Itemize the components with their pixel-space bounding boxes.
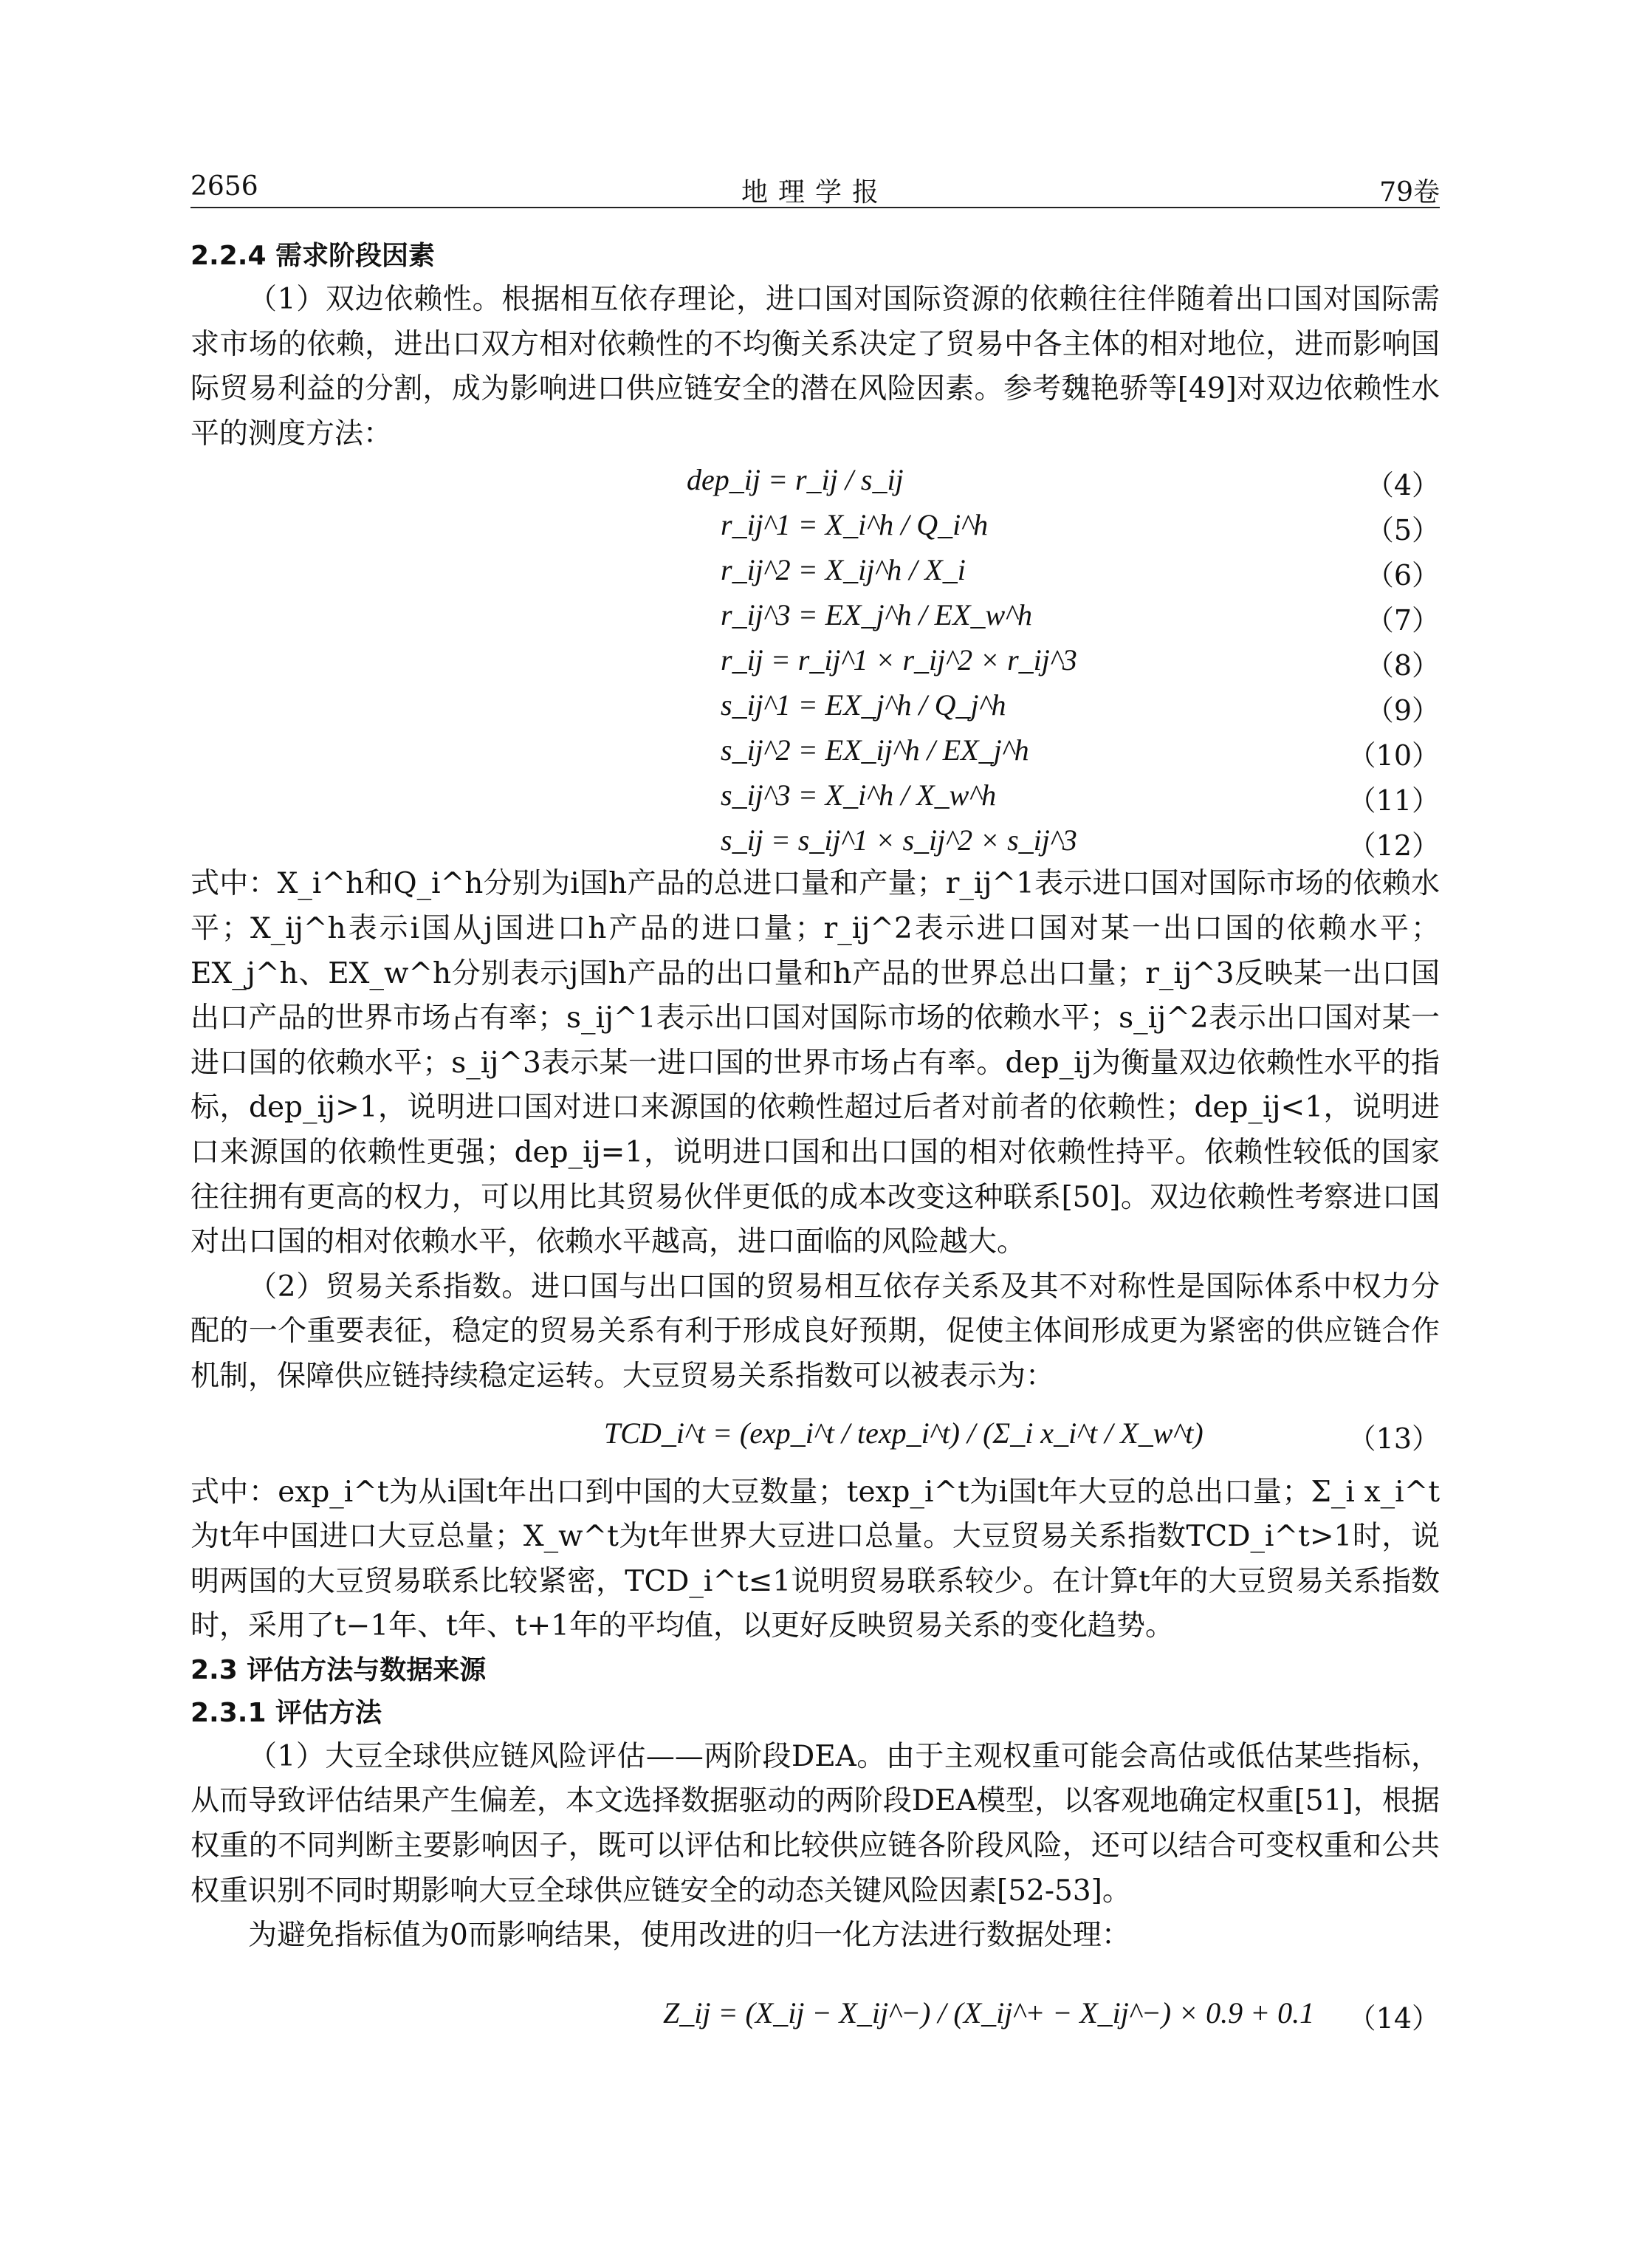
equation-number: （14） [1347,2001,1440,2035]
equation-9 [190,682,1440,727]
paragraph-bilateral-dependence: （1）双边依赖性。根据相互依存理论，进口国对国际资源的依赖往往伴随着出口国对国际需求市场的依赖，进出口双方相对依赖性的不均衡关系决定了贸易中各主体的相对地位，进而影响国际贸易利益的分割，成为影响进口供应链安全的潜在风险因素。参考魏艳骄等[49]对双边依赖性水平的测度方法： [190,283,1440,450]
equation-11 [190,772,1440,817]
equation-7 [190,592,1440,637]
equation-expression: s_ij^1 = EX_j^h / Q_j^h [721,688,1006,722]
equation-expression: Z_ij = (X_ij − X_ij^−) / (X_ij^+ − X_ij^−) × 0.9 + 0.1 [663,1995,1315,2029]
equation-number: （12） [1347,829,1440,863]
header-rule [190,207,1440,208]
equation-expression: r_ij^2 = X_ij^h / X_i [721,553,966,587]
equation-expression: s_ij^2 = EX_ij^h / EX_j^h [721,733,1029,767]
paragraph-two-stage-dea: （1）大豆全球供应链风险评估——两阶段DEA。由于主观权重可能会高估或低估某些指标，从而导致评估结果产生偏差，本文选择数据驱动的两阶段DEA模型，以客观地确定权重[51]，根据权重的不同判断主要影响因子，既可以评估和比较供应链各阶段风险，还可以结合可变权重和公共权重识别不同时期影响大豆全球供应链安全的动态关键风险因素[52-53]。 [190,1739,1440,1908]
equation-expression: r_ij = r_ij^1 × r_ij^2 × r_ij^3 [721,643,1077,677]
equation-6 [190,547,1440,592]
equation-expression: s_ij^3 = X_i^h / X_w^h [721,778,997,812]
section-heading-2-3: 2.3 评估方法与数据来源 [190,1654,487,1685]
equation-expression: TCD_i^t = (exp_i^t / texp_i^t) / (Σ_i x_i^t / X_w^t) [604,1416,1203,1450]
equation-12 [190,817,1440,862]
running-header [190,171,1440,216]
journal-title: 地理学报 [741,177,889,208]
equation-number: （7） [1365,604,1440,637]
equation-14 [190,1959,1440,2069]
equation-number: （9） [1365,694,1440,727]
equation-number: （11） [1347,784,1440,818]
equation-5 [190,501,1440,547]
paragraph-trade-relation-index: （2）贸易关系指数。进口国与出口国的贸易相互依存关系及其不对称性是国际体系中权力分配的一个重要表征，稳定的贸易关系有利于形成良好预期，促使主体间形成更为紧密的供应链合作机制，保障供应链持续稳定运转。大豆贸易关系指数可以被表示为： [190,1270,1440,1393]
equation-8 [190,637,1440,682]
equation-number: （5） [1365,514,1440,547]
equation-13 [190,1399,1440,1470]
equation-expression: dep_ij = r_ij / s_ij [687,463,904,497]
page-number: 2656 [190,171,258,202]
volume-label: 79卷 [1379,177,1440,208]
section-heading-2-3-1: 2.3.1 评估方法 [190,1697,382,1728]
paragraph-variable-definitions: 式中：X_i^h和Q_i^h分别为i国h产品的总进口量和产量；r_ij^1表示进口国对国际市场的依赖水平；X_ij^h表示i国从j国进口h产品的进口量；r_ij^2表示进口国对某一出口国的依赖水平；EX_j^h、EX_w^h分别表示j国h产品的出口量和h产品的世界总出口量；r_ij^3反映某一出口国出口产品的世界市场占有率；s_ij^1表示出口国对国际市场的依赖水平；s_ij^2表示出口国对某一进口国的依赖水平；s_ij^3表示某一进口国的世界市场占有率。dep_ij为衡量双边依赖性水平的指标，dep_ij>1，说明进口国对进口来源国的依赖性超过后者对前者的依赖性；dep_ij<1，说明进口来源国的依赖性更强；dep_ij=1，说明进口国和出口国的相对依赖性持平。依赖性较低的国家往往拥有更高的权力，可以用比其贸易伙伴更低的成本改变这种联系[50]。双边依赖性考察进口国对出口国的相对依赖水平，依赖水平越高，进口面临的风险越大。 [190,867,1440,1259]
section-heading-2-2-4: 2.2.4 需求阶段因素 [190,241,436,271]
paragraph-normalization: 为避免指标值为0而影响结果，使用改进的归一化方法进行数据处理： [248,1919,1130,1953]
article-body [190,235,1440,2069]
equation-number: （4） [1365,469,1440,502]
equation-number: （6） [1365,559,1440,592]
equation-10 [190,727,1440,772]
equation-number: （8） [1365,649,1440,682]
equation-expression: r_ij^3 = EX_j^h / EX_w^h [721,598,1033,632]
paragraph-tcd-definitions: 式中：exp_i^t为从i国t年出口到中国的大豆数量；texp_i^t为i国t年大豆的总出口量；Σ_i x_i^t为t年中国进口大豆总量；X_w^t为t年世界大豆进口总量。大豆贸易关系指数TCD_i^t>1时，说明两国的大豆贸易联系比较紧密，TCD_i^t≤1说明贸易联系较少。在计算t年的大豆贸易关系指数时，采用了t−1年、t年、t+1年的平均值，以更好反映贸易关系的变化趋势。 [190,1475,1440,1643]
equation-expression: s_ij = s_ij^1 × s_ij^2 × s_ij^3 [721,823,1077,857]
equation-expression: r_ij^1 = X_i^h / Q_i^h [721,508,989,542]
equation-block-4-12 [190,456,1440,862]
equation-number: （13） [1347,1422,1440,1455]
equation-4 [190,456,1440,501]
equation-number: （10） [1347,739,1440,772]
